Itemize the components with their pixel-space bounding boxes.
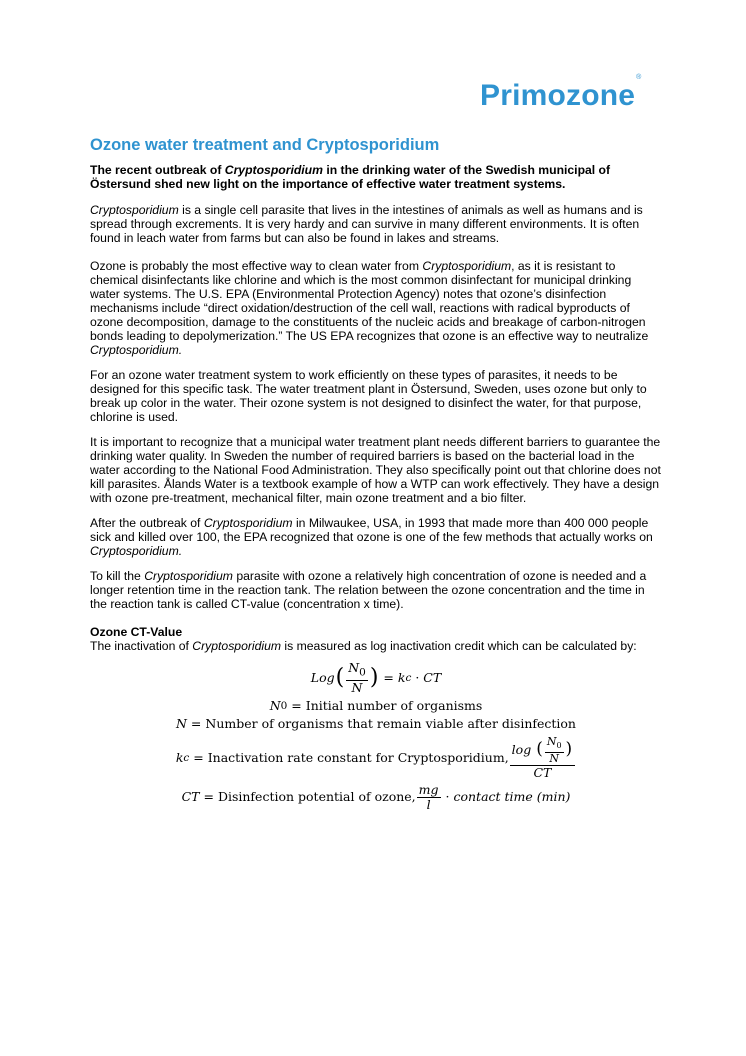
mg-per-l-fraction (417, 783, 441, 812)
p7-text-1: The inactivation of (90, 639, 193, 653)
kc-n0-subscript: 0 (556, 741, 562, 751)
lead-text-1: The recent outbreak of (90, 163, 225, 177)
p1-text-2: is a single cell parasite that lives in the intestines of animals as well as humans and is spread through excrements. It is very hardy and can survive in many different environments. It is often found in leach water from farms but can also be found in lakes and streams. (90, 203, 643, 245)
def-n-text: Number of organisms that remain viable after disinfection (205, 716, 576, 731)
left-paren: ( (335, 665, 345, 690)
ozone-ct-subheading: Ozone CT-Value (90, 625, 183, 639)
p7-text-2: Cryptosporidium (192, 639, 282, 653)
p2-text-1: Ozone is probably the most effective way to clean water from (90, 259, 423, 273)
paragraph-4: It is important to recognize that a municipal water treatment plant needs different barriers to guarantee the drinking water quality. In Sweden the number of required barriers is based on the bacterial load in the water according to the National Food Administration. They also specifically point out that chlorine does not kill parasites. Ålands Water is a textbook example of how a WTP can work effectively. They have a design with ozone pre-treatment, mechanical filter, main ozone treatment and a bio filter. (90, 435, 661, 505)
definition-ct (90, 781, 662, 813)
definition-kc (90, 735, 662, 781)
n-symbol: N (351, 679, 363, 695)
ct-formula-block (90, 659, 662, 813)
kc-ct-symbol: CT (533, 765, 552, 781)
def-ct-text: Disinfection potential of ozone, (217, 789, 416, 804)
l-unit: l (426, 796, 431, 812)
article-title: Ozone water treatment and Cryptosporidium (90, 136, 440, 154)
p2-text-3: , as it is resistant to chemical disinfectants like chlorine and which is the most common disinfectant for municipal drinking water systems. The U.S. EPA (Environmental Protection Agency) notes that ozone’s disinfection mechanisms include “direct oxidation/destruction of the cell wall, reactions with radical byproducts of ozone decomposition, damage to the constituents of the nucleic acids and breakage of carbon-nitrogen bonds leading to depolymerization.” The US EPA recognizes that ozone is an effective way to neutralize (90, 259, 649, 343)
paragraph-3: For an ozone water treatment system to work efficiently on these types of parasites, it needs to be designed for this specific task. The water treatment plant in Östersund, Sweden, uses ozone but only to break up color in the water. Their ozone system is not designed to disinfect the water, for that purpose, chlorine is used. (90, 368, 647, 424)
def-n-equals: = (190, 716, 202, 731)
def-ct-equals: = (203, 789, 214, 804)
k-subscript: c (405, 672, 412, 684)
def-ct-symbol: CT (181, 789, 200, 804)
paragraph-1 (90, 203, 662, 245)
definition-n0 (90, 697, 662, 715)
def-n0-symbol: N (269, 698, 281, 713)
k-symbol: k (397, 670, 406, 685)
p5-text-2: Cryptosporidium (203, 516, 293, 530)
p6-text-1: To kill the (90, 569, 145, 583)
p2-text-2: Cryptosporidium (422, 259, 512, 273)
logo-text: Primozone (480, 79, 636, 112)
mg-unit: mg (418, 781, 439, 797)
dot-operator: · (415, 670, 420, 685)
def-kc-text: Inactivation rate constant for Cryptosporidium, (207, 750, 509, 765)
lead-text-2: Cryptosporidium (224, 163, 323, 177)
lead-paragraph (90, 163, 662, 191)
contact-time-text: contact time (min) (453, 789, 571, 804)
paragraph-7 (90, 639, 662, 653)
kc-log-symbol: log (511, 742, 532, 757)
paragraph-6 (90, 569, 662, 611)
kc-unit-fraction (510, 736, 576, 780)
p6-text-2: Cryptosporidium (144, 569, 233, 583)
paragraph-5 (90, 516, 662, 558)
kc-inner-fraction (545, 736, 564, 765)
def-n0-subscript: 0 (280, 700, 288, 712)
kc-n0-symbol: N (546, 734, 557, 748)
paragraph-2 (90, 259, 662, 357)
p6-text-3: parasite with ozone a relatively high concentration of ozone is needed and a longer retention time in the reaction tank. The relation between the ozone concentration and the time in the reaction tank is called CT-value (concentration x time). (90, 569, 647, 611)
n0-over-n-fraction (346, 661, 368, 695)
p2-text-4: Cryptosporidium. (90, 343, 183, 357)
ct-dot-operator: · (445, 789, 450, 804)
primozone-logo (480, 76, 641, 113)
n0-symbol: N (348, 660, 360, 676)
def-k-subscript: c (183, 752, 190, 764)
kc-left-paren: ( (536, 739, 543, 759)
p5-text-4: Cryptosporidium. (90, 544, 183, 558)
p5-text-3: in Milwaukee, USA, in 1993 that made more than 400 000 people sick and killed over 100, the EPA recognized that ozone is one of the few methods that actually works on (90, 516, 653, 544)
kc-n-symbol: N (549, 752, 559, 766)
def-kc-equals: = (193, 750, 204, 765)
p5-text-1: After the outbreak of (90, 516, 204, 530)
log-symbol: Log (310, 670, 335, 685)
ct-symbol: CT (423, 670, 442, 685)
def-n0-equals: = (291, 698, 302, 713)
article-body (90, 135, 662, 813)
definition-n (90, 715, 662, 733)
log-inactivation-equation (90, 659, 662, 697)
equals-sign: = (383, 670, 394, 685)
kc-right-paren: ) (565, 739, 573, 759)
def-n0-text: Initial number of organisms (305, 698, 483, 713)
p1-text-1: Cryptosporidium (90, 203, 179, 217)
n0-subscript: 0 (359, 666, 366, 679)
right-paren: ) (369, 665, 379, 690)
def-k-symbol: k (175, 750, 184, 765)
lead-text-3: in the drinking water of the Swedish municipal of Östersund shed new light on the importance of effective water treatment systems. (90, 163, 611, 191)
def-n-symbol: N (175, 716, 187, 731)
registered-mark: ® (636, 74, 642, 81)
p7-text-3: is measured as log inactivation credit which can be calculated by: (281, 639, 637, 653)
